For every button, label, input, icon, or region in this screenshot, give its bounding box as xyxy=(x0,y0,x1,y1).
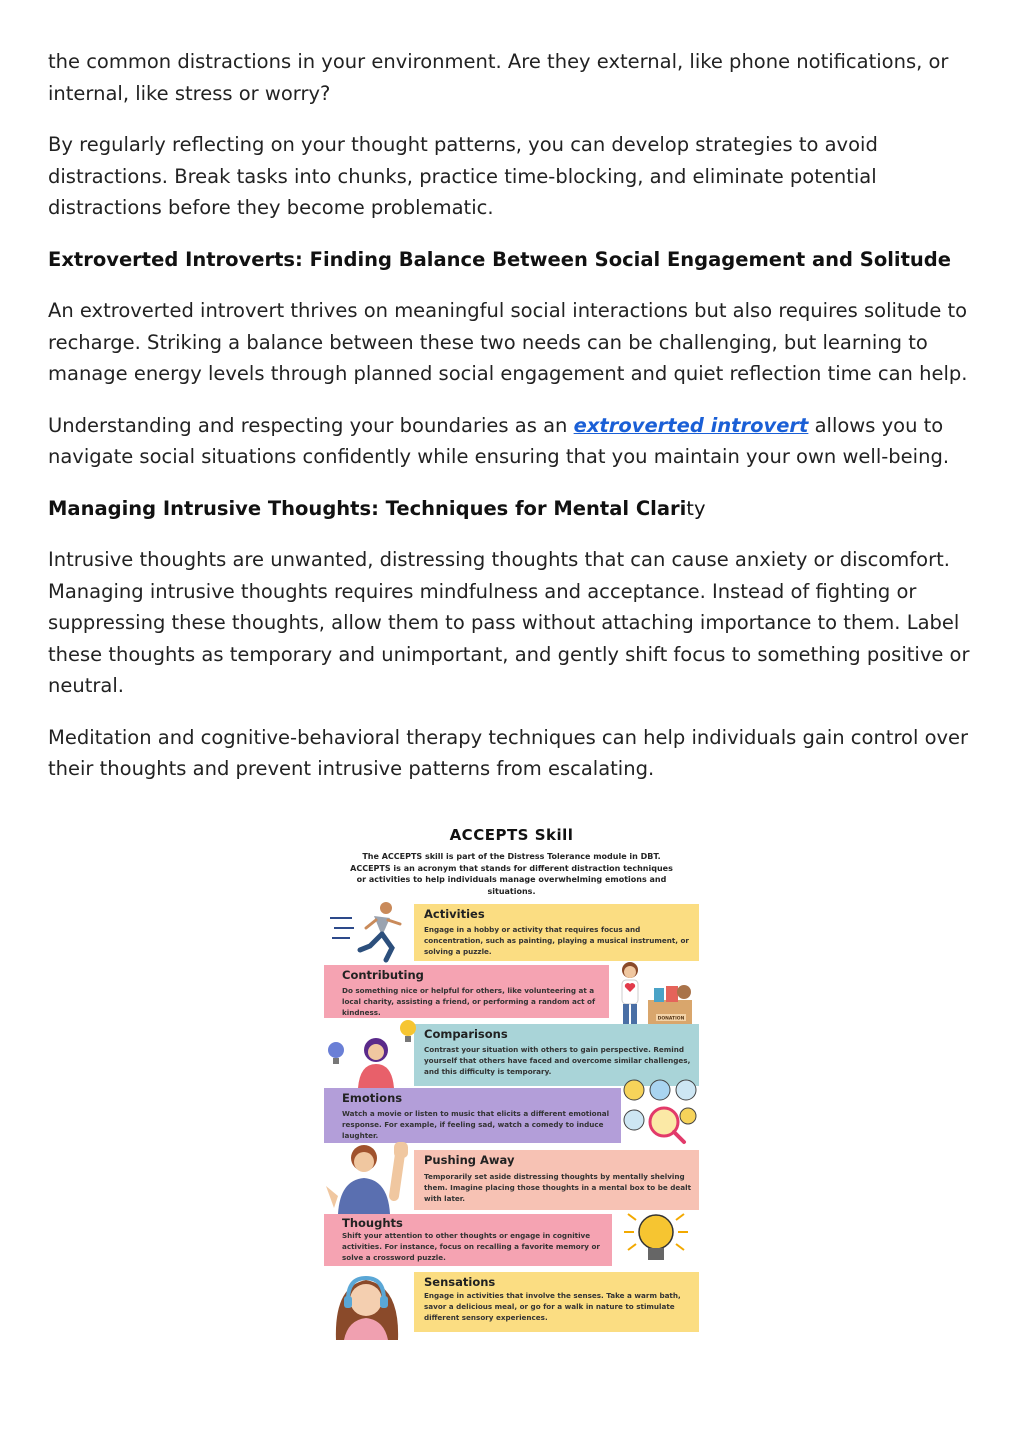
band-activities xyxy=(414,904,699,961)
band-description: Contrast your situation with others to gain perspective. Remind yourself that others have faced and overcome similar challenges, and this difficulty is temporary. xyxy=(424,1045,691,1076)
band-title: Contributing xyxy=(342,968,424,982)
stop-gesture-person-icon xyxy=(324,1136,416,1214)
band-description: Watch a movie or listen to music that elicits a different emotional response. For example, if feeling sad, watch a comedy to induce laughter. xyxy=(342,1109,610,1140)
band-description: Engage in a hobby or activity that requires focus and concentration, such as painting, playing a musical instrument, or solving a puzzle. xyxy=(424,925,689,956)
lightbulb-icon xyxy=(614,1208,699,1270)
band-title: Comparisons xyxy=(424,1027,508,1041)
paragraph: An extroverted introvert thrives on meaningful social interactions but also requires solitude to recharge. Striking a balance between these two needs can be challenging, but learning to manage energy levels through planned social engagement and quiet reflection time can help. xyxy=(48,299,968,385)
band-title: Emotions xyxy=(342,1091,403,1105)
band-title: Sensations xyxy=(424,1275,496,1289)
band-description: Do something nice or helpful for others, like volunteering at a local charity, assisting a friend, or performing a random act of kindness. xyxy=(342,986,596,1017)
paragraph: Intrusive thoughts are unwanted, distressing thoughts that can cause anxiety or discomfort. Managing intrusive thoughts requires mindfulness and acceptance. Instead of fighting or suppressing these thoughts, allow them to pass without attaching importance to them. Label these thoughts as temporary and unimportant, and gently shift focus to something positive or neutral. xyxy=(48,548,970,697)
heading-text: Managing Intrusive Thoughts: Techniques for Mental Clari xyxy=(48,496,687,520)
runner-icon xyxy=(330,898,414,964)
band-description: Temporarily set aside distressing thoughts by mentally shelving them. Imagine placing those thoughts in a mental box to be dealt with later. xyxy=(424,1172,692,1203)
emotion-faces-icon xyxy=(620,1076,699,1146)
band-sensations xyxy=(414,1272,699,1332)
band-title: Pushing Away xyxy=(424,1153,515,1167)
band-title: Thoughts xyxy=(342,1216,403,1230)
infographic-title: ACCEPTS Skill xyxy=(449,826,574,844)
band-contributing xyxy=(324,965,609,1018)
infographic-intro: The ACCEPTS skill is part of the Distress Tolerance module in DBT. ACCEPTS is an acronym that stands for different distraction techniques or activities to help individuals manage overwhelming emotions and situations. xyxy=(350,852,673,896)
accepts-infographic xyxy=(324,820,699,1340)
thinking-person-icon xyxy=(324,1016,416,1088)
paragraph: By regularly reflecting on your thought patterns, you can develop strategies to avoid distractions. Break tasks into chunks, practice time-blocking, and eliminate potential distractions before they become problematic. xyxy=(48,133,878,219)
band-title: Activities xyxy=(424,907,485,921)
band-pushing-away xyxy=(414,1150,699,1210)
paragraph: Meditation and cognitive-behavioral therapy techniques can help individuals gain control over their thoughts and prevent intrusive patterns from escalating. xyxy=(48,725,969,780)
band-description: Shift your attention to other thoughts or engage in cognitive activities. For instance, focus on recalling a favorite memory or solve a crossword puzzle. xyxy=(342,1231,600,1262)
article-body xyxy=(48,46,978,805)
paragraph: the common distractions in your environment. Are they external, like phone notifications, or internal, like stress or worry? xyxy=(48,50,949,105)
listening-person-icon xyxy=(324,1266,414,1340)
band-emotions xyxy=(324,1088,621,1143)
section-heading: Extroverted Introverts: Finding Balance Between Social Engagement and Solitude xyxy=(48,247,951,271)
paragraph-text: Understanding and respecting your boundaries as an xyxy=(48,413,574,437)
extroverted-introvert-link[interactable]: extroverted introvert xyxy=(573,413,809,437)
heading-text: ty xyxy=(686,496,706,520)
paragraph-text: allows you to navigate social situations confidently while ensuring that you maintain your own well-being. xyxy=(48,413,950,468)
section-heading xyxy=(48,493,978,525)
paragraph-with-link xyxy=(48,410,978,473)
band-thoughts xyxy=(324,1214,612,1266)
band-description: Engage in activities that involve the senses. Take a warm bath, savor a delicious meal, or go for a walk in nature to stimulate different sensory experiences. xyxy=(424,1291,681,1322)
donation-box-label: DONATION xyxy=(657,1016,685,1022)
